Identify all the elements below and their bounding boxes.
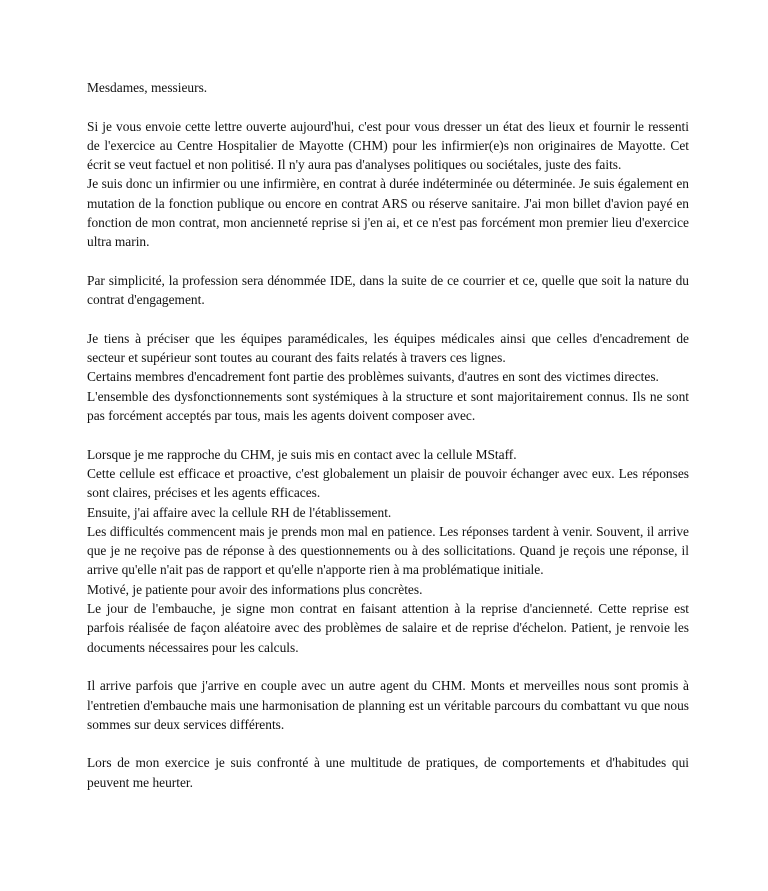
salutation: Mesdames, messieurs.: [87, 80, 208, 95]
paragraph-line: Par simplicité, la profession sera dénommée IDE, dans la suite de ce courrier et ce, quelle que soit la nature du contrat d'engagement.: [87, 272, 689, 308]
paragraph-line: Certains membres d'encadrement font partie des problèmes suivants, d'autres en sont des victimes directes.: [87, 369, 659, 385]
paragraph-line: Lors de mon exercice je suis confronté à une multitude de pratiques, de comportements et d'habitudes qui peuvent me heurter.: [87, 755, 689, 790]
paragraph-line: Le jour de l'embauche, je signe mon contrat en faisant attention à la reprise d'ancienneté. Cette reprise est parfois réalisée de façon aléatoire avec des problèmes de salaire et de reprise d'échelon. Patient, je renvoie les documents nécessaires pour les calculs.: [87, 601, 689, 655]
paragraph-line: Cette cellule est efficace et proactive, c'est globalement un plaisir de pouvoir échanger avec eux. Les réponses sont claires, précises et les agents efficaces.: [87, 465, 689, 501]
paragraph-line: L'ensemble des dysfonctionnements sont systémiques à la structure et sont majoritairement connus. Ils ne sont pas forcément acceptés par tous, mais les agents doivent composer avec.: [87, 388, 689, 424]
paragraph-line: Ensuite, j'ai affaire avec la cellule RH de l'établissement.: [87, 504, 392, 520]
paragraph-gap: [87, 252, 689, 271]
paragraph-gap: [87, 734, 689, 753]
paragraph-gap: [87, 657, 689, 676]
paragraph-gap: [87, 97, 689, 116]
letter-page: [87, 78, 689, 792]
paragraph-gap: [87, 310, 689, 329]
paragraph-line: Lorsque je me rapproche du CHM, je suis mis en contact avec la cellule MStaff.: [87, 446, 517, 462]
paragraph-line: Si je vous envoie cette lettre ouverte aujourd'hui, c'est pour vous dresser un état des lieux et fournir le ressenti de l'exercice au Centre Hospitalier de Mayotte (CHM) pour les infirmier(e)s non originaires de Mayotte. Cet écrit se veut factuel et non politisé. Il n'y aura pas d'analyses politiques ou sociétales, juste des faits.: [87, 118, 689, 173]
paragraph-line: Les difficultés commencent mais je prends mon mal en patience. Les réponses tardent à venir. Souvent, il arrive que je ne reçoive pas de réponse à des questionnements ou à des sollicitations. Quand je reçois une réponse, il arrive qu'elle n'ait pas de rapport et qu'elle n'apporte rien à ma problématique initiale.: [87, 523, 689, 578]
paragraph-line: Motivé, je patiente pour avoir des informations plus concrètes.: [87, 581, 423, 597]
paragraph-line: Je tiens à préciser que les équipes paramédicales, les équipes médicales ainsi que celles d'encadrement de secteur et supérieur sont toutes au courant des faits relatés à travers ces lignes.: [87, 330, 689, 366]
paragraph-gap: [87, 425, 689, 444]
paragraph-line: Je suis donc un infirmier ou une infirmière, en contrat à durée indéterminée ou déterminée. Je suis également en mutation de la fonction publique ou encore en contrat ARS ou réserve sanitaire. J'ai mon billet d'avion payé en fonction de mon contrat, mon ancienneté reprise si j'en ai, et ce n'est pas forcément mon premier lieu d'exercice ultra marin.: [87, 176, 689, 250]
paragraph-line: Il arrive parfois que j'arrive en couple avec un autre agent du CHM. Monts et merveilles nous sont promis à l'entretien d'embauche mais une harmonisation de planning est un véritable parcours du combattant vu que nous sommes sur deux services différents.: [87, 678, 689, 732]
